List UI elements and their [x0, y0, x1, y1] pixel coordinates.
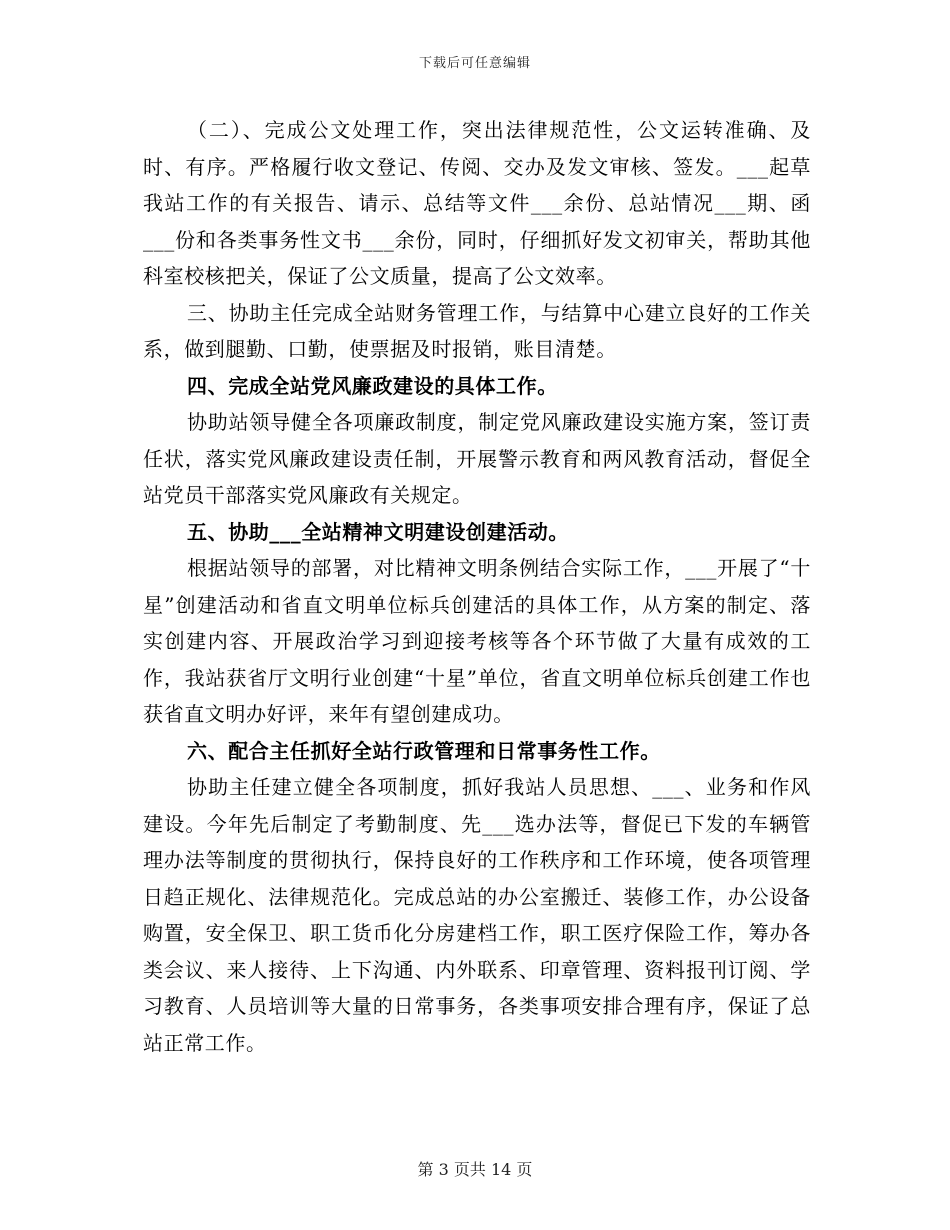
page-header: 下载后可任意编辑 — [418, 56, 531, 71]
paragraph-official-documents: （二）、完成公文处理工作，突出法律规范性，公文运转准确、及时、有序。严格履行收文登记、传阅、交办及发文审核、签发。___起草我站工作的有关报告、请示、总结等文件___余份、总站情况___期、函___份和各类事务性文书___余份，同时，仔细抓好发文初审关，帮助其他科室校核把关，保证了公文质量，提高了公文效率。 — [143, 118, 811, 288]
page-number-footer: 第 3 页共 14 页 — [417, 1160, 533, 1179]
heading-spiritual-civilization: 五、协助___全站精神文明建设创建活动。 — [187, 519, 569, 544]
paragraph-finance-management: 三、协助主任完成全站财务管理工作，与结算中心建立良好的工作关系，做到腿勤、口勤，使票据及时报销，账目清楚。 — [143, 300, 811, 361]
heading-party-integrity: 四、完成全站党风廉政建设的具体工作。 — [187, 373, 558, 398]
paragraph-administrative-management: 协助主任建立健全各项制度，抓好我站人员思想、___、业务和作风建设。今年先后制定了考勤制度、先___选办法等，督促已下发的车辆管理办法等制度的贯彻执行，保持良好的工作秩序和工作环境，使各项管理日趋正规化、法律规范化。完成总站的办公室搬迁、装修工作，办公设备购置，安全保卫、职工货币化分房建档工作，职工医疗保险工作，筹办各类会议、来人接待、上下沟通、内外联系、印章管理、资料报刊订阅、学习教育、人员培训等大量的日常事务，各类事项安排合理有序，保证了总站正常工作。 — [143, 775, 811, 1055]
paragraph-spiritual-civilization: 根据站领导的部署，对比精神文明条例结合实际工作，___开展了“十星”创建活动和省直文明单位标兵创建活的具体工作，从方案的制定、落实创建内容、开展政治学习到迎接考核等各个环节做了大量有成效的工作，我站获省厅文明行业创建“十星”单位，省直文明单位标兵创建工作也获省直文明办好评，来年有望创建成功。 — [143, 556, 811, 726]
paragraph-party-integrity: 协助站领导健全各项廉政制度，制定党风廉政建设实施方案，签订责任状，落实党风廉政建设责任制，开展警示教育和两风教育活动，督促全站党员干部落实党风廉政有关规定。 — [143, 410, 811, 507]
heading-administrative-management: 六、配合主任抓好全站行政管理和日常事务性工作。 — [187, 738, 661, 763]
document-body — [143, 112, 811, 1061]
